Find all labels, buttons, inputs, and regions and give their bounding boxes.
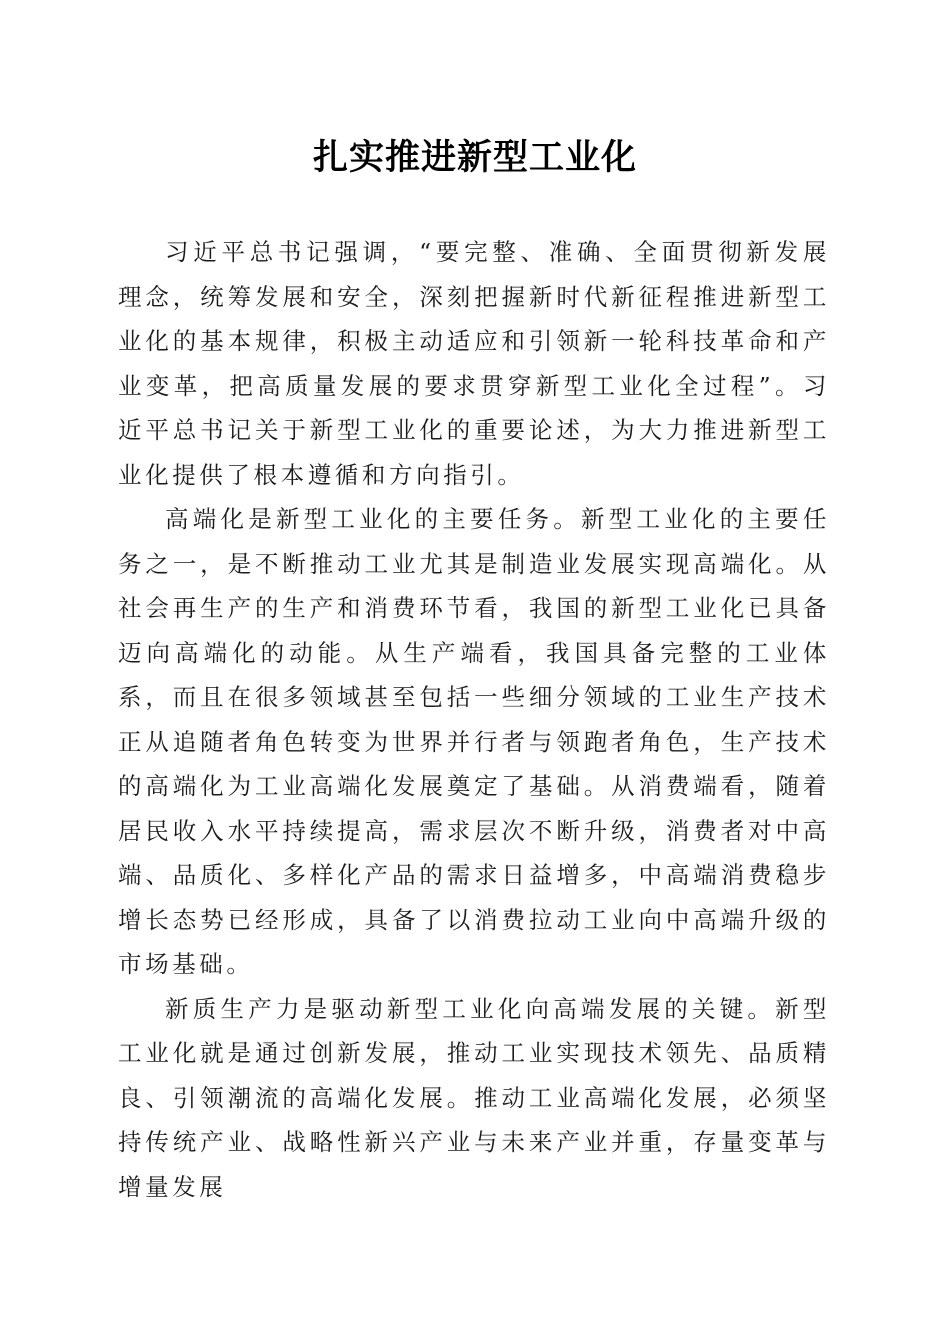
paragraph-2: 高端化是新型工业化的主要任务。新型工业化的主要任务之一，是不断推动工业尤其是制造业发展实现高端化。从社会再生产的生产和消费环节看，我国的新型工业化已具备迈向高端化的动能。从生产端看，我国具备完整的工业体系，而且在很多领域甚至包括一些细分领域的工业生产技术正从追随者角色转变为世界并行者与领跑者角色，生产技术的高端化为工业高端化发展奠定了基础。从消费端看，随着居民收入水平持续提高，需求层次不断升级，消费者对中高端、品质化、多样化产品的需求日益增多，中高端消费稳步增长态势已经形成，具备了以消费拉动工业向中高端升级的市场基础。 <box>118 505 830 978</box>
paragraph-3: 新质生产力是驱动新型工业化向高端发展的关键。新型工业化就是通过创新发展，推动工业实现技术领先、品质精良、引领潮流的高端化发展。推动工业高端化发展，必须坚持传统产业、战略性新兴产业与未来产业并重，存量变革与增量发展 <box>118 994 830 1201</box>
document-body <box>118 230 830 1209</box>
document-title: 扎实推进新型工业化 <box>312 137 637 178</box>
paragraph-1: 习近平总书记强调，“要完整、准确、全面贯彻新发展理念，统筹发展和安全，深刻把握新时代新征程推进新型工业化的基本规律，积极主动适应和引领新一轮科技革命和产业变革，把高质量发展的要求贯穿新型工业化全过程”。习近平总书记关于新型工业化的重要论述，为大力推进新型工业化提供了根本遵循和方向指引。 <box>118 238 830 489</box>
